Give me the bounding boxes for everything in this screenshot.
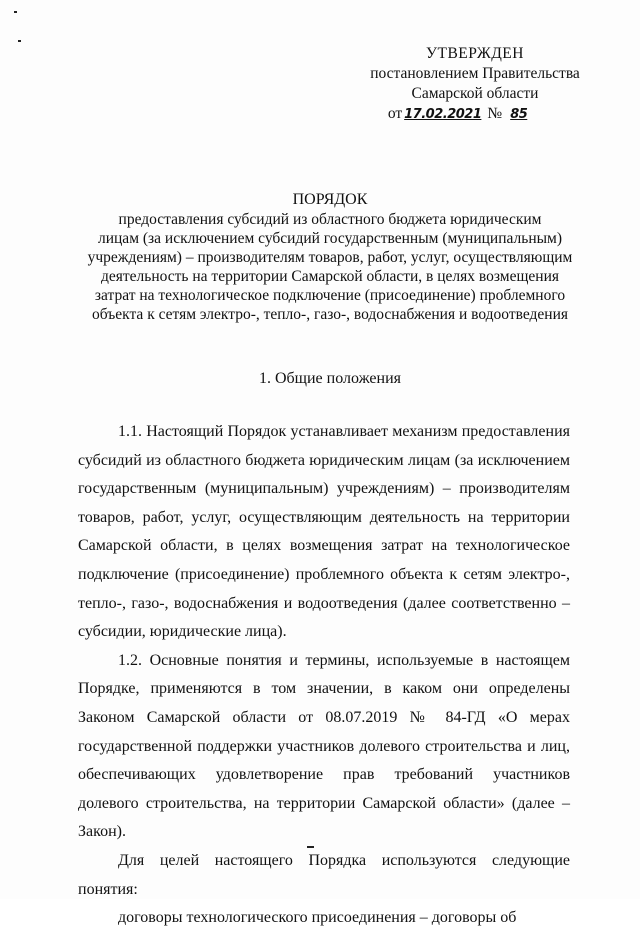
paragraph: 1.2. Основные понятия и термины, используемые в настоящем Порядке, применяются в том значении, в каком они определены Законом Самарской области от 08.07.2019 № 84-ГД «О мерах государственной поддержки участников долевого строительства и лиц, обеспечивающих удовлетворение прав требований участников долевого строительства, на территории Самарской области» (далее – Закон). bbox=[78, 651, 570, 841]
section-heading: 1. Общие положения bbox=[258, 370, 402, 387]
approval-stamp bbox=[360, 44, 590, 125]
approval-title: УТВЕРЖДЕН bbox=[426, 45, 524, 62]
document-title-block bbox=[80, 190, 580, 324]
approval-date: 17.02.2021 bbox=[404, 107, 482, 122]
paragraph: договоры технологического присоединения – договоры об bbox=[118, 909, 517, 927]
subtitle-line: затрат на технологическое подключение (присоединение) проблемного bbox=[94, 287, 566, 304]
subtitle-line: учреждениям) – производителям товаров, работ, услуг, осуществляющим bbox=[87, 249, 573, 266]
approval-line-1: постановлением Правительства bbox=[370, 65, 580, 82]
approval-dateline bbox=[360, 104, 590, 125]
document-body bbox=[78, 418, 570, 933]
paragraph: Для целей настоящего Порядка используются следующие понятия: bbox=[78, 851, 570, 898]
scan-mark bbox=[18, 40, 21, 42]
subtitle-line: лицам (за исключением субсидий государственным (муниципальным) bbox=[97, 230, 563, 247]
subtitle-line: объекта к сетям электро-, тепло-, газо-, водоснабжения и водоотведения bbox=[92, 306, 568, 323]
document-heading: ПОРЯДОК bbox=[292, 191, 368, 208]
approval-number: 85 bbox=[510, 107, 528, 122]
approval-line-2: Самарской области bbox=[411, 85, 539, 102]
scan-mark bbox=[14, 11, 17, 13]
date-prefix: от bbox=[387, 105, 403, 122]
subtitle-line: предоставления субсидий из областного бюджета юридическим bbox=[118, 211, 542, 228]
paragraph: 1.1. Настоящий Порядок устанавливает механизм предоставления субсидий из областного бюджета юридическим лицам (за исключением государственным (муниципальным) учреждениям) – производителям товаров, работ, услуг, осуществляющим деятельность на территории Самарской области, в целях возмещения затрат на технологическое подключение (присоединение) проблемного объекта к сетям электро-, тепло-, газо-, водоснабжения и водоотведения (далее соответственно – субсидии, юридические лица). bbox=[78, 423, 570, 641]
subtitle-line: деятельность на территории Самарской области, в целях возмещения bbox=[100, 268, 559, 285]
number-prefix: № bbox=[487, 105, 503, 122]
